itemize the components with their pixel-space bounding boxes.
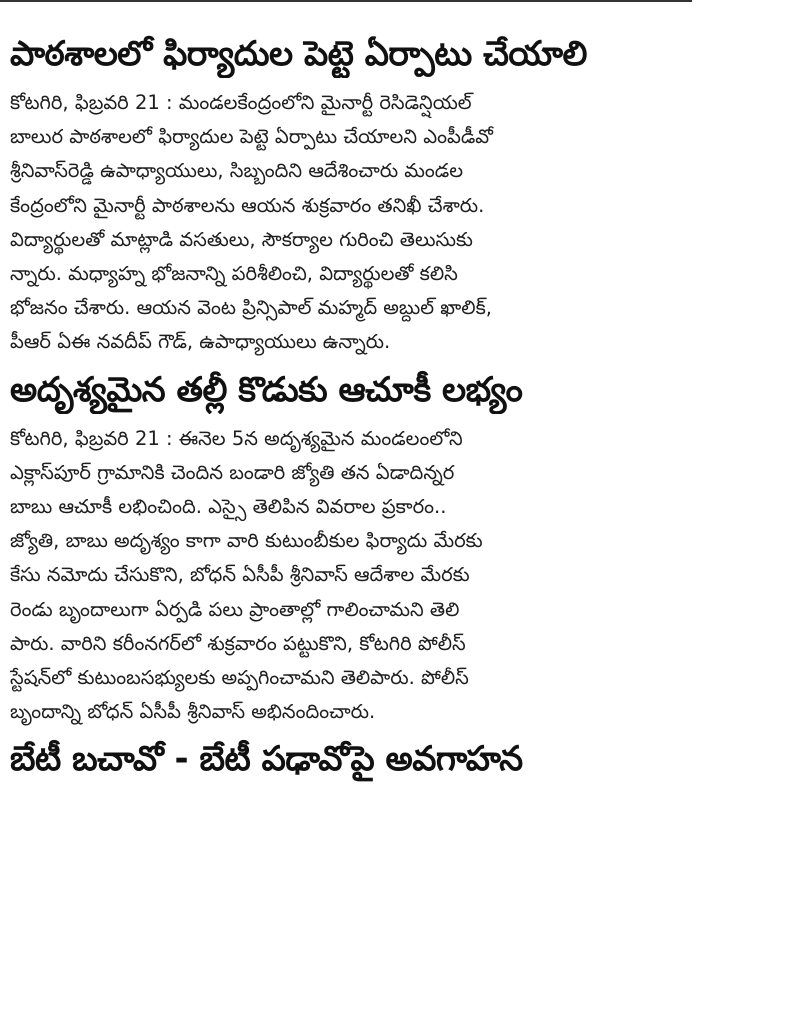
body-line: పారు. వారిని కరీంనగర్‌లో శుక్రవారం పట్టుకొని, కోటగిరి పోలీస్ — [10, 631, 466, 655]
body-line: బాలుర పాఠశాలలో ఫిర్యాదుల పెట్టె ఏర్పాటు చేయాలని ఎంపీడీవో — [10, 125, 493, 149]
body-line: కేసు నమోదు చేసుకొని, బోధన్ ఏసీపీ శ్రీనివాస్ ఆదేశాల మేరకు — [10, 563, 470, 587]
article-headline: అదృశ్యమైన తల్లీ కొడుకు ఆచూకీ లభ్యం — [10, 369, 523, 410]
article-headline: బేటీ బచావో - బేటీ పఢావోపై అవగాహన — [10, 739, 523, 780]
article-body — [10, 86, 690, 360]
article-complaint-box — [10, 30, 690, 360]
body-line: భోజనం చేశారు. ఆయన వెంట ప్రిన్సిపాల్ మహ్మద్ అబ్దుల్ ఖాలిక్, — [10, 296, 492, 320]
body-line: కోటగిరి, ఫిబ్రవరి 21 : ఈనెల 5న అదృశ్యమైన మండలంలోని — [10, 426, 463, 450]
body-line: బృందాన్ని బోధన్ ఏసీపీ శ్రీనివాస్ అభినందించారు. — [10, 700, 376, 724]
article-headline: పాఠశాలలో ఫిర్యాదుల పెట్టె ఏర్పాటు చేయాలి — [10, 34, 587, 74]
article-beti-bachao — [10, 735, 690, 783]
article-missing-found — [10, 366, 690, 730]
body-line: విద్యార్థులతో మాట్లాడి వసతులు, సౌకర్యాల గురించి తెలుసుకు — [10, 227, 473, 251]
body-line: స్టేషన్‌లో కుటుంబసభ్యులకు అప్పగించామని తెలిపారు. పోలీస్ — [10, 666, 469, 690]
newspaper-clipping — [10, 8, 690, 783]
body-line: శ్రీనివాస్‌రెడ్డి ఉపాధ్యాయులు, సిబ్బందిని ఆదేశించారు మండల — [10, 159, 464, 183]
body-line: న్నారు. మధ్యాహ్న భోజనాన్ని పరిశీలించి, విద్యార్థులతో కలిసి — [10, 262, 458, 286]
body-line: పీఆర్ ఏఈ నవదీప్ గౌడ్, ఉపాధ్యాయులు ఉన్నారు. — [10, 330, 391, 354]
body-line: రెండు బృందాలుగా ఏర్పడి పలు ప్రాంతాల్లో గాలించామని తెలి — [10, 597, 460, 621]
article-body — [10, 422, 690, 730]
body-line: బాబు ఆచూకీ లభించింది. ఎస్సై తెలిపిన వివరాల ప్రకారం.. — [10, 495, 447, 519]
body-line: జ్యోతి, బాబు అదృశ్యం కాగా వారి కుటుంబీకుల ఫిర్యాదు మేరకు — [10, 529, 483, 553]
top-rule — [0, 0, 692, 2]
body-line: ఎక్లాస్‌పూర్ గ్రామానికి చెందిన బండారి జ్యోతి తన ఏడాదిన్నర — [10, 460, 455, 484]
body-line: కేంద్రంలోని మైనార్టీ పాఠశాలను ఆయన శుక్రవారం తనిఖీ చేశారు. — [10, 193, 485, 217]
body-line: కోటగిరి, ఫిబ్రవరి 21 : మండలకేంద్రంలోని మైనార్టీ రెసిడెన్షియల్ — [10, 91, 472, 114]
